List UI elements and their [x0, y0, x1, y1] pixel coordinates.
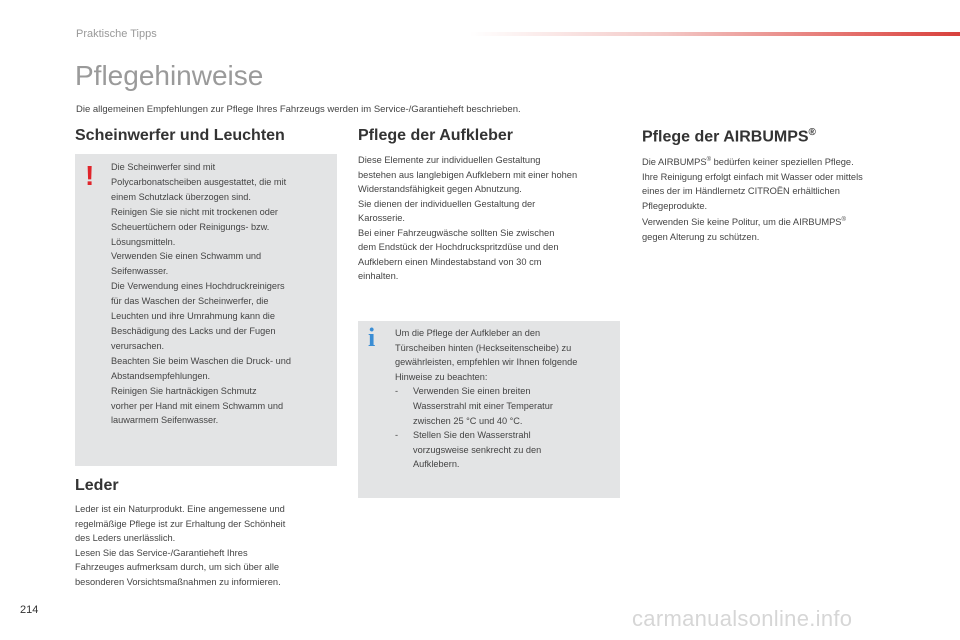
- text-line: Beachten Sie beim Waschen die Druck- und: [111, 355, 291, 366]
- text-line: Reinigen Sie hartnäckigen Schmutz: [111, 385, 257, 396]
- text-line: dem Endstück der Hochdruckspritzdüse und den: [358, 242, 559, 252]
- text-line: einhalten.: [358, 271, 399, 281]
- text-line: Verwenden Sie einen Schwamm und: [111, 251, 262, 262]
- text-line: Sie dienen der individuellen Gestaltung der: [358, 198, 536, 209]
- text-line: Diese Elemente zur individuellen Gestaltung: [358, 155, 541, 165]
- text-line: Aufklebern.: [413, 459, 460, 470]
- text-line: einem Schutzlack überzogen sind.: [111, 191, 251, 202]
- text-line: Hinweise zu beachten:: [395, 371, 488, 382]
- text-line: Fahrzeuges aufmerksam durch, um sich über alle: [75, 562, 280, 572]
- airbumps-text: [642, 153, 912, 244]
- warning-note-box: [75, 154, 337, 466]
- text-line: lauwarmem Seifenwasser.: [111, 415, 219, 426]
- section-label: Praktische Tipps: [76, 28, 157, 40]
- info-icon: i: [368, 323, 376, 352]
- text-line: Lösungsmitteln.: [111, 236, 176, 247]
- text-line: Scheuertüchern oder Reinigungs- bzw.: [111, 221, 270, 232]
- text-line: Türscheiben hinten (Heckseitenscheibe) zu: [395, 342, 572, 353]
- leder-text: [75, 502, 337, 589]
- text-line: verursachen.: [111, 340, 165, 351]
- watermark: carmanualsonline.info: [632, 606, 853, 631]
- text-line: Verwenden Sie keine Politur, um die AIRBUMPS®: [642, 217, 846, 228]
- header-accent-bar: [470, 32, 960, 36]
- heading-aufkleber: Pflege der Aufkleber: [358, 127, 514, 144]
- text-line: Widerstandsfähigkeit gegen Abnutzung.: [358, 184, 522, 194]
- text-line: Stellen Sie den Wasserstrahl: [413, 430, 531, 441]
- heading-leder: Leder: [75, 477, 119, 494]
- aufkleber-text: [358, 153, 620, 284]
- text-line: Ihre Reinigung erfolgt einfach mit Wasser oder mittels: [642, 171, 863, 182]
- text-line: Die AIRBUMPS® bedürfen keiner speziellen Pflege.: [642, 157, 854, 168]
- text-line: vorzugsweise senkrecht zu den: [413, 444, 542, 455]
- text-line: Karosserie.: [358, 213, 406, 223]
- text-line: Um die Pflege der Aufkleber an den: [395, 328, 541, 338]
- warning-note-text: [111, 160, 333, 428]
- registered-mark: ®: [706, 157, 712, 163]
- page-title: Pflegehinweise: [75, 60, 264, 91]
- list-dash: -: [395, 386, 399, 397]
- text-line: regelmäßige Pflege ist zur Erhaltung der Schönheit: [75, 518, 286, 529]
- text-line: bestehen aus langlebigen Aufklebern mit einer hohen: [358, 169, 578, 180]
- list-item: [395, 428, 617, 472]
- text-line: besonderen Vorsichtsmaßnahmen zu informieren.: [75, 576, 281, 587]
- text-line: Verwenden Sie einen breiten: [413, 386, 531, 397]
- text-line: Wasserstrahl mit einer Temperatur: [413, 400, 553, 411]
- text-line: Leuchten und ihre Umrahmung kann die: [111, 311, 275, 322]
- text-line: gewährleisten, empfehlen wir Ihnen folgende: [395, 357, 578, 368]
- text-line: Lesen Sie das Service-/Garantieheft Ihres: [75, 547, 248, 558]
- text-line: Die Verwendung eines Hochdruckreinigers: [111, 281, 285, 292]
- info-note-text: [395, 326, 617, 472]
- text-line: gegen Alterung zu schützen.: [642, 231, 760, 242]
- text-line: Pflegeprodukte.: [642, 200, 708, 211]
- text-line: zwischen 25 °C und 40 °C.: [413, 415, 523, 426]
- text-line: des Leders unerlässlich.: [75, 533, 176, 543]
- text-line: für das Waschen der Scheinwerfer, die: [111, 296, 269, 307]
- text-line: Beschädigung des Lacks und der Fugen: [111, 325, 276, 336]
- list-item: [395, 384, 617, 428]
- text-line: Abstandsempfehlungen.: [111, 370, 211, 381]
- text-line: Bei einer Fahrzeugwäsche sollten Sie zwischen: [358, 227, 555, 238]
- info-note-box: [358, 321, 620, 498]
- text-line: Die Scheinwerfer sind mit: [111, 162, 216, 172]
- heading-airbumps: Pflege der AIRBUMPS®: [642, 127, 816, 146]
- text-line: eines der im Händlernetz CITROËN erhältlichen: [642, 186, 840, 197]
- heading-scheinwerfer: Scheinwerfer und Leuchten: [75, 127, 285, 144]
- text-line: Leder ist ein Naturprodukt. Eine angemessene und: [75, 504, 285, 514]
- intro-text: Die allgemeinen Empfehlungen zur Pflege Ihres Fahrzeugs werden im Service-/Garantieheft beschrieben.: [76, 104, 521, 115]
- exclamation-icon: !: [85, 160, 95, 191]
- page-number: 214: [20, 604, 39, 616]
- registered-mark: ®: [841, 217, 846, 224]
- text-line: Aufklebern einen Mindestabstand von 30 cm: [358, 256, 542, 267]
- text-line: Reinigen Sie sie nicht mit trockenen oder: [111, 206, 278, 217]
- text-line: Polycarbonatscheiben ausgestattet, die mit: [111, 176, 287, 187]
- list-dash: -: [395, 430, 399, 441]
- text-line: Seifenwasser.: [111, 266, 169, 277]
- text-line: vorher per Hand mit einem Schwamm und: [111, 400, 284, 411]
